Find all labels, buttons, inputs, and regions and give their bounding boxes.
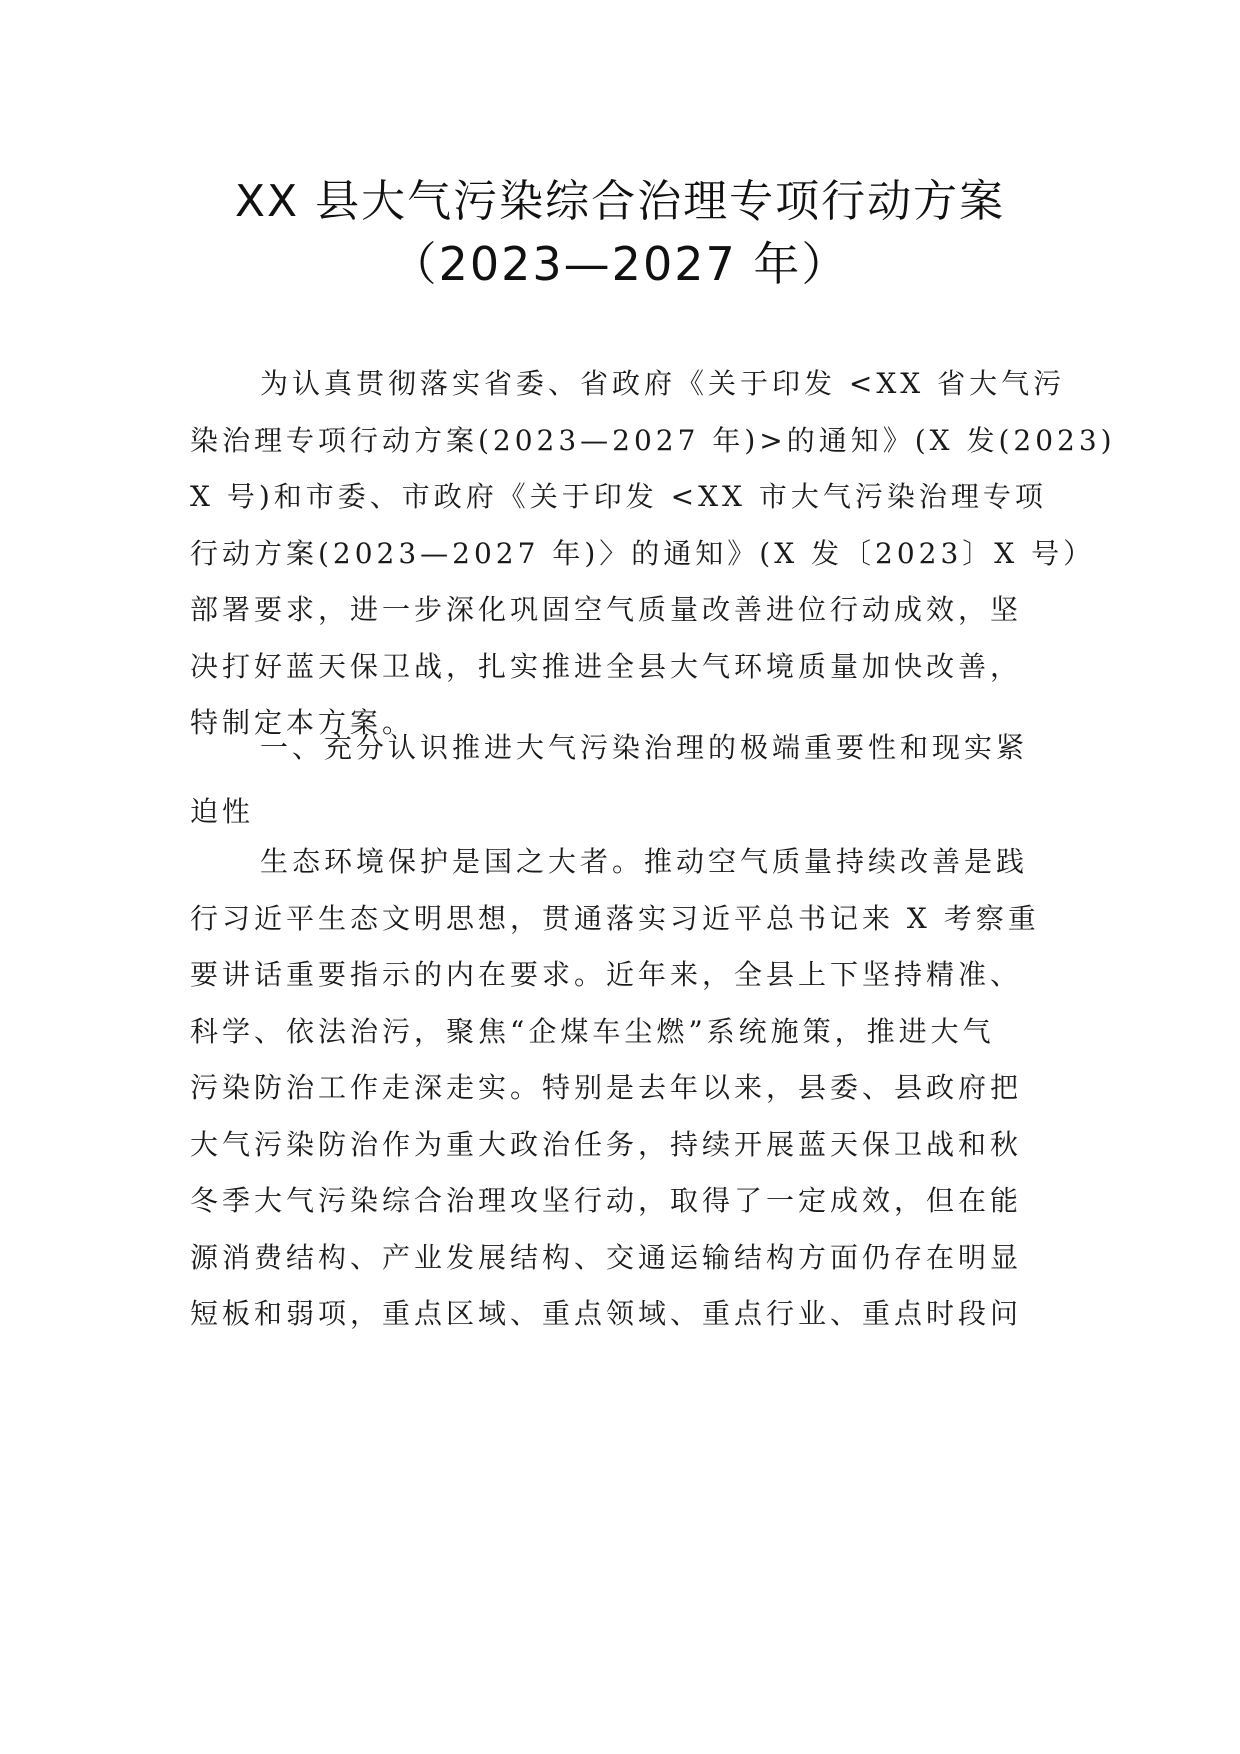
paragraph-line: 特制定本方案。 — [190, 706, 415, 739]
heading-line: 迫性 — [190, 795, 255, 828]
section-1-paragraph — [190, 834, 1050, 1343]
paragraph-line: 部署要求，进一步深化巩固空气质量改善进位行动成效，坚 — [190, 593, 1023, 626]
heading-line: 一、充分认识推进大气污染治理的极端重要性和现实紧 — [260, 731, 1029, 764]
paragraph-line: 大气污染防治作为重大政治任务，持续开展蓝天保卫战和秋 — [190, 1127, 1023, 1161]
paragraph-line: 决打好蓝天保卫战，扎实推进全县大气环境质量加快改善， — [190, 649, 1023, 683]
paragraph-line: 为认真贯彻落实省委、省政府《关于印发 <XX 省大气污 — [260, 367, 1066, 400]
paragraph-line: 生态环境保护是国之大者。推动空气质量持续改善是践 — [260, 845, 1029, 878]
paragraph-line: X 号)和市委、市政府《关于印发 <XX 市大气污染治理专项 — [190, 480, 1047, 513]
paragraph-line: 行习近平生态文明思想，贯通落实习近平总书记来 X 考察重 — [190, 901, 1040, 935]
paragraph-line: 行动方案(2023—2027 年)〉的通知》(X 发〔2023〕X 号） — [190, 536, 1096, 570]
paragraph-line: 科学、依法治污，聚焦“企煤车尘燃”系统施策，推进大气 — [190, 1014, 995, 1048]
paragraph-line: 染治理专项行动方案(2023—2027 年)>的通知》(X 发(2023) — [190, 423, 1116, 457]
paragraph-line: 要讲话重要指示的内在要求。近年来，全县上下坚持精准、 — [190, 958, 1023, 991]
section-1-heading — [190, 716, 1050, 844]
paragraph-line: 污染防治工作走深走实。特别是去年以来，县委、县政府把 — [190, 1071, 1023, 1104]
document-title: XX 县大气污染综合治理专项行动方案 — [234, 176, 1006, 227]
intro-paragraph — [190, 356, 1116, 752]
paragraph-line: 短板和弱项，重点区域、重点领域、重点行业、重点时段问 — [190, 1297, 1023, 1330]
paragraph-line: 源消费结构、产业发展结构、交通运输结构方面仍存在明显 — [190, 1240, 1023, 1274]
document-subtitle-years: （2023—2027 年） — [390, 237, 850, 291]
paragraph-line: 冬季大气污染综合治理攻坚行动，取得了一定成效，但在能 — [190, 1184, 1023, 1217]
